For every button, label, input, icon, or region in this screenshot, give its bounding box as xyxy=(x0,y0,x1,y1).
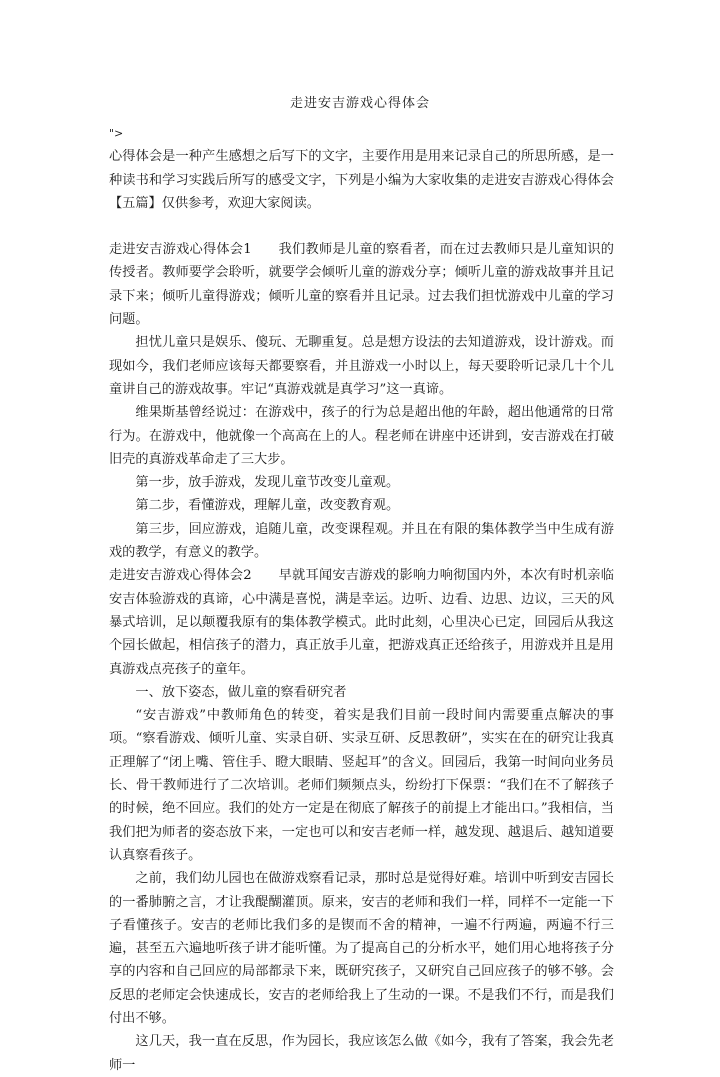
subheading-1: 一、放下姿态，做儿童的察看研究者 xyxy=(135,684,347,700)
paragraph: 维果斯基曾经说过：在游戏中，孩子的行为总是超出他的年龄，超出他通常的日常行为。在游戏中，他就像一个高高在上的人。程老师在讲座中还讲到，安吉游戏在打破旧壳的真游戏革命走了三大步。 xyxy=(109,405,614,467)
intro-paragraph: 心得体会是一种产生感想之后写下的文字，主要作用是用来记录自己的所思所感，是一种读书和学习实践后所写的感受文字，下列是小编为大家收集的走进安吉游戏心得体会【五篇】仅供参考，欢迎大家阅读。 xyxy=(109,149,614,211)
paragraph: 之前，我们幼儿园也在做游戏察看记录，那时总是觉得好难。培训中听到安吉园长的一番肺腑之言，才让我醍醐灌顶。原来，安吉的老师和我们一样，同样不一定能一下子看懂孩子。安吉的老师比我们多的是锲而不舍的精神，一遍不行两遍，两遍不行三遍，甚至五六遍地听孩子讲才能听懂。为了提高自己的分析水平，她们用心地将孩子分享的内容和自己回应的局部都录下来，既研究孩子，又研究自己回应孩子的够不够。会反思的老师定会快速成长，安吉的老师给我上了生动的一课。不是我们不行，而是我们付出不够。 xyxy=(109,871,614,1026)
step-1: 第一步，放手游戏，发现儿童节改变儿童观。 xyxy=(135,475,400,491)
paragraph: 担忧儿童只是娱乐、傻玩、无聊重复。总是想方设法的去知道游戏，设计游戏。而现如今，我们老师应该每天都要察看，并且游戏一小时以上，每天要聆听记录几十个儿童讲自己的游戏故事。牢记“真游戏就是真学习”这一真谛。 xyxy=(109,335,614,397)
document-body xyxy=(109,122,614,1077)
paragraph: 这几天，我一直在反思，作为园长，我应该怎么做《如今，我有了答案，我会先老师一 xyxy=(109,1034,614,1073)
section-2-opening: 走进安吉游戏心得体会2 早就耳闻安吉游戏的影响力响彻国内外，本次有时机亲临安吉体验游戏的真谛，心中满是喜悦，满是幸运。边听、边看、边思、边议，三天的风暴式培训，足以颠覆我原有的集体教学模式。此时此刻，心里决心已定，回园后从我这个园长做起，相信孩子的潜力，真正放手儿童，把游戏真正还给孩子，用游戏并且是用真游戏点亮孩子的童年。 xyxy=(109,568,614,677)
section-1-opening: 走进安吉游戏心得体会1 我们教师是儿童的察看者，而在过去教师只是儿童知识的传授者。教师要学会聆听，就要学会倾听儿童的游戏分享；倾听儿童的游戏故事并且记录下来；倾听儿童得游戏；倾听儿童的察看并且记录。过去我们担忧游戏中儿童的学习问题。 xyxy=(109,242,614,328)
paragraph: “安吉游戏”中教师角色的转变，着实是我们目前一段时间内需要重点解决的事项。“察看游戏、倾听儿童、实录自研、实录互研、反思教研”，实实在在的研究让我真正理解了“闭上嘴、管住手、瞪大眼睛、竖起耳”的含义。回园后，我第一时间向业务员长、骨干教师进行了二次培训。老师们频频点头，纷纷打下保票：“我们在不了解孩子的时候，绝不回应。我们的处方一定是在彻底了解孩子的前提上才能出口。”我相信，当我们把为师者的姿态放下来，一定也可以和安吉老师一样，越发现、越退后、越知道要认真察看孩子。 xyxy=(109,708,614,863)
stray-marker: "> xyxy=(109,127,124,140)
step-2: 第二步，看懂游戏，理解儿童，改变教育观。 xyxy=(135,498,400,514)
document-title: 走进安吉游戏心得体会 xyxy=(289,96,430,111)
step-3: 第三步，回应游戏，追随儿童，改变课程观。并且在有限的集体教学当中生成有游戏的教学，有意义的教学。 xyxy=(109,521,614,561)
